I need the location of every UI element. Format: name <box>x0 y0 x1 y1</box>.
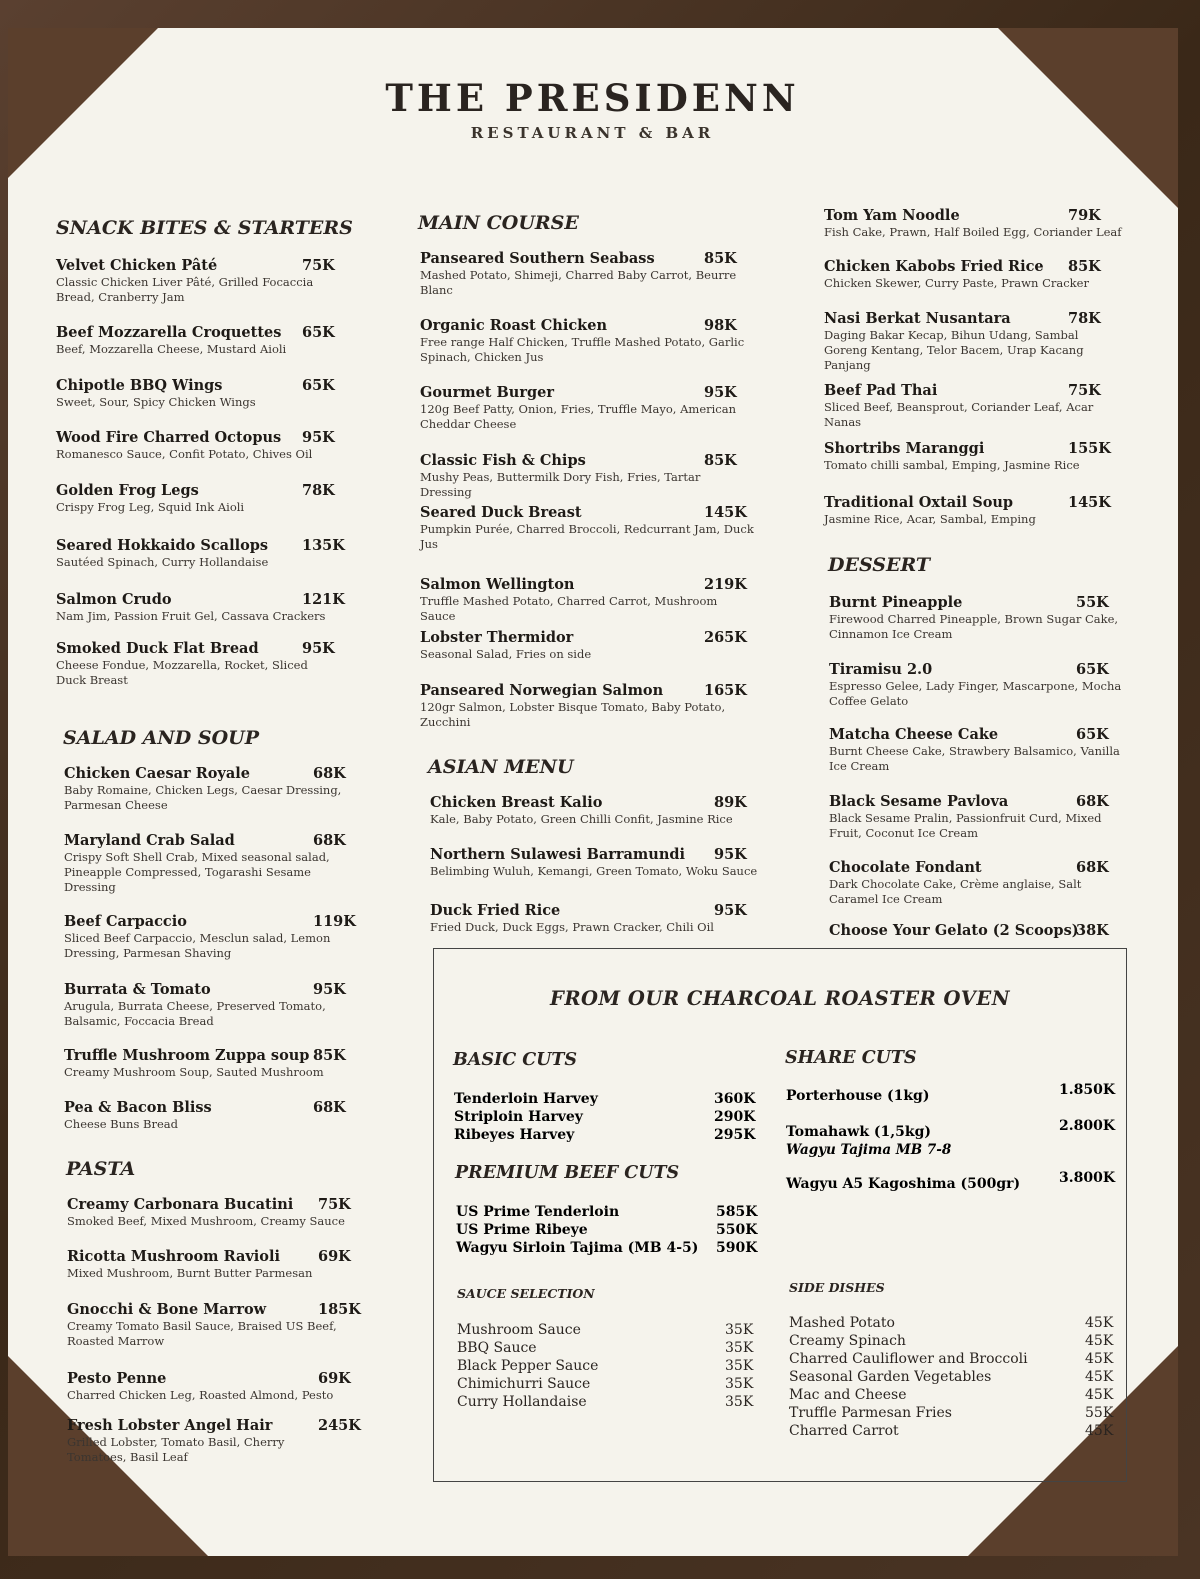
item-description: Crispy Soft Shell Crab, Mixed seasonal salad, Pineapple Compressed, Togarashi Sesame Dressing <box>64 850 330 894</box>
menu-item <box>829 662 1129 709</box>
item-description: Tomato chilli sambal, Emping, Jasmine Rice <box>824 458 1080 472</box>
basic-row <box>454 1108 756 1126</box>
row-name: Ribeyes Harvey <box>454 1127 575 1143</box>
sauce-row <box>457 1321 754 1339</box>
item-description: Sweet, Sour, Spicy Chicken Wings <box>56 395 256 409</box>
menu-item <box>829 860 1129 907</box>
item-name: Tom Yam Noodle <box>824 207 960 224</box>
row-name: US Prime Tenderloin <box>456 1204 620 1220</box>
item-name: Velvet Chicken Pâté <box>56 257 218 274</box>
item-price: 78K <box>1068 310 1101 327</box>
item-name: Maryland Crab Salad <box>64 832 235 849</box>
row-price: 550K <box>716 1222 758 1238</box>
row-name: Curry Hollandaise <box>457 1394 587 1410</box>
item-price: 85K <box>313 1047 346 1064</box>
row-price: 45K <box>1085 1423 1114 1439</box>
item-price: 65K <box>1076 726 1109 743</box>
item-price: 85K <box>704 452 737 469</box>
item-name: Lobster Thermidor <box>420 629 574 646</box>
menu-item <box>824 311 1124 373</box>
menu-item <box>824 259 1124 291</box>
menu-item <box>420 505 755 552</box>
menu-item <box>67 1248 351 1281</box>
item-description: Free range Half Chicken, Truffle Mashed Potato, Garlic Spinach, Chicken Jus <box>420 335 745 364</box>
menu-item <box>430 903 765 935</box>
menu-item <box>67 1417 361 1465</box>
item-price: 185K <box>318 1301 361 1318</box>
row-price: 35K <box>725 1394 754 1410</box>
menu-item <box>420 318 755 365</box>
menu-item <box>56 325 336 357</box>
item-description: Mixed Mushroom, Burnt Butter Parmesan <box>67 1266 313 1280</box>
item-name: Chicken Kabobs Fried Rice <box>824 258 1044 275</box>
menu-item <box>56 641 336 688</box>
item-description: Chicken Skewer, Curry Paste, Prawn Cracker <box>824 276 1089 290</box>
item-name: Truffle Mushroom Zuppa soup <box>64 1047 310 1064</box>
item-description: Firewood Charred Pineapple, Brown Sugar Cake, Cinnamon Ice Cream <box>829 612 1119 641</box>
premium-row <box>456 1239 758 1257</box>
basic-row <box>454 1090 756 1108</box>
sauce-row <box>457 1339 754 1357</box>
menu-item <box>824 208 1124 240</box>
row-price: 360K <box>714 1091 756 1107</box>
item-name: Gnocchi & Bone Marrow <box>67 1301 267 1318</box>
item-description: Fried Duck, Duck Eggs, Prawn Cracker, Chili Oil <box>430 920 714 934</box>
row-name: Seasonal Garden Vegetables <box>789 1369 992 1385</box>
share-row <box>786 1082 1116 1105</box>
item-name: Smoked Duck Flat Bread <box>56 640 259 657</box>
menu-item <box>430 795 765 827</box>
sides-row <box>789 1404 1114 1422</box>
menu-item <box>67 1196 351 1229</box>
row-price: 45K <box>1085 1387 1114 1403</box>
row-name: Mashed Potato <box>789 1315 895 1331</box>
row-price: 1.850K <box>1059 1082 1116 1098</box>
menu-item <box>64 982 344 1029</box>
item-name: Shortribs Maranggi <box>824 440 985 457</box>
subsection-sauce-selection: SAUCE SELECTION <box>457 1286 595 1301</box>
item-description: 120gr Salmon, Lobster Bisque Tomato, Baby Potato, Zucchini <box>420 700 726 729</box>
item-description: Sautéed Spinach, Curry Hollandaise <box>56 555 269 569</box>
menu-item <box>824 383 1124 430</box>
item-description: Kale, Baby Potato, Green Chilli Confit, Jasmine Rice <box>430 812 733 826</box>
item-description: Truffle Mashed Potato, Charred Carrot, Mushroom Sauce <box>420 594 718 623</box>
row-name: Porterhouse (1kg) <box>786 1088 930 1104</box>
row-price: 585K <box>716 1204 758 1220</box>
item-name: Chicken Caesar Royale <box>64 765 250 782</box>
item-price: 95K <box>313 981 346 998</box>
item-price: 65K <box>302 324 335 341</box>
item-description: Pumpkin Purée, Charred Broccoli, Redcurrant Jam, Duck Jus <box>420 522 754 551</box>
section-title-asian-menu: ASIAN MENU <box>428 756 574 778</box>
item-description: Sliced Beef, Beansprout, Coriander Leaf, Acar Nanas <box>824 400 1094 429</box>
item-description: Seasonal Salad, Fries on side <box>420 647 592 661</box>
row-price: 3.800K <box>1059 1170 1116 1186</box>
item-description: 120g Beef Patty, Onion, Fries, Truffle Mayo, American Cheddar Cheese <box>420 402 737 431</box>
item-price: 165K <box>704 682 747 699</box>
menu-item <box>64 766 344 813</box>
row-name: Charred Carrot <box>789 1423 899 1439</box>
item-name: Beef Carpaccio <box>64 913 187 930</box>
item-price: 68K <box>313 765 346 782</box>
row-name: Truffle Parmesan Fries <box>789 1405 952 1421</box>
item-price: 145K <box>1068 494 1111 511</box>
item-price: 85K <box>704 250 737 267</box>
row-name: Chimichurri Sauce <box>457 1376 591 1392</box>
row-price: 35K <box>725 1358 754 1374</box>
menu-item <box>56 483 336 515</box>
menu-item <box>829 595 1129 642</box>
subsection-share-cuts: SHARE CUTS <box>785 1048 917 1068</box>
item-price: 121K <box>302 591 345 608</box>
item-name: Salmon Wellington <box>420 576 575 593</box>
menu-item <box>420 630 755 662</box>
item-name: Chicken Breast Kalio <box>430 794 603 811</box>
item-description: Burnt Cheese Cake, Strawbery Balsamico, Vanilla Ice Cream <box>829 744 1120 773</box>
item-price: 95K <box>714 902 747 919</box>
subsection-side-dishes: SIDE DISHES <box>789 1280 885 1295</box>
row-price: 45K <box>1085 1351 1114 1367</box>
item-description: Fish Cake, Prawn, Half Boiled Egg, Coriander Leaf <box>824 225 1122 239</box>
item-name: Creamy Carbonara Bucatini <box>67 1196 294 1213</box>
item-name: Northern Sulawesi Barramundi <box>430 846 686 863</box>
menu-item <box>829 923 1129 939</box>
menu-item <box>67 1301 361 1349</box>
item-name: Beef Pad Thai <box>824 382 938 399</box>
item-price: 95K <box>714 846 747 863</box>
sauce-row <box>457 1393 754 1411</box>
subsection-premium-beef-cuts: PREMIUM BEEF CUTS <box>455 1163 680 1183</box>
row-name: Black Pepper Sauce <box>457 1358 599 1374</box>
item-name: Traditional Oxtail Soup <box>824 494 1014 511</box>
item-name: Burnt Pineapple <box>829 594 963 611</box>
item-name: Seared Duck Breast <box>420 504 582 521</box>
item-price: 79K <box>1068 207 1101 224</box>
row-price: 55K <box>1085 1405 1114 1421</box>
sides-row <box>789 1386 1114 1404</box>
item-price: 68K <box>313 1099 346 1116</box>
row-price: 45K <box>1085 1369 1114 1385</box>
item-name: Seared Hokkaido Scallops <box>56 537 269 554</box>
item-name: Black Sesame Pavlova <box>829 793 1009 810</box>
item-price: 98K <box>704 317 737 334</box>
item-description: Dark Chocolate Cake, Crème anglaise, Salt Caramel Ice Cream <box>829 877 1082 906</box>
menu-item <box>64 833 344 895</box>
premium-row <box>456 1203 758 1221</box>
subsection-basic-cuts: BASIC CUTS <box>453 1050 578 1070</box>
menu-item <box>56 537 345 570</box>
share-row <box>786 1170 1116 1193</box>
menu-item <box>64 1100 344 1132</box>
row-note: Wagyu Tajima MB 7-8 <box>786 1142 952 1158</box>
row-price: 590K <box>716 1240 758 1256</box>
item-name: Beef Mozzarella Croquettes <box>56 324 282 341</box>
menu-item <box>420 577 755 624</box>
sauce-row <box>457 1375 754 1393</box>
sides-row <box>789 1422 1114 1440</box>
item-description: Arugula, Burrata Cheese, Preserved Tomato, Balsamic, Foccacia Bread <box>64 999 326 1028</box>
share-row <box>786 1118 1116 1159</box>
item-price: 145K <box>704 504 747 521</box>
item-name: Classic Fish & Chips <box>420 452 586 469</box>
row-price: 2.800K <box>1059 1118 1116 1134</box>
menu-item <box>829 727 1129 774</box>
item-name: Gourmet Burger <box>420 384 554 401</box>
item-price: 38K <box>1076 922 1109 939</box>
section-title-salad: SALAD AND SOUP <box>63 727 259 749</box>
menu-item <box>420 251 755 298</box>
item-description: Jasmine Rice, Acar, Sambal, Emping <box>824 512 1036 526</box>
item-name: Duck Fried Rice <box>430 902 561 919</box>
item-description: Sliced Beef Carpaccio, Mesclun salad, Lemon Dressing, Parmesan Shaving <box>64 931 331 960</box>
row-price: 45K <box>1085 1315 1114 1331</box>
item-description: Creamy Mushroom Soup, Sauted Mushroom <box>64 1065 324 1079</box>
item-description: Daging Bakar Kecap, Bihun Udang, Sambal Goreng Kentang, Telor Bacem, Urap Kacang Panjang <box>824 328 1084 372</box>
item-price: 68K <box>313 832 346 849</box>
charcoal-roaster-panel <box>433 948 1127 1482</box>
item-description: Beef, Mozzarella Cheese, Mustard Aioli <box>56 342 287 356</box>
item-description: Cheese Buns Bread <box>64 1117 178 1131</box>
section-title-snacks: SNACK BITES & STARTERS <box>56 217 353 239</box>
item-name: Panseared Southern Seabass <box>420 250 655 267</box>
item-price: 265K <box>704 629 747 646</box>
row-name: BBQ Sauce <box>457 1340 537 1356</box>
restaurant-subtitle: RESTAURANT & BAR <box>470 124 715 142</box>
sauce-row <box>457 1357 754 1375</box>
row-name: Creamy Spinach <box>789 1333 906 1349</box>
item-price: 89K <box>714 794 747 811</box>
row-price: 290K <box>714 1109 756 1125</box>
item-price: 69K <box>318 1248 351 1265</box>
item-description: Black Sesame Pralin, Passionfruit Curd, Mixed Fruit, Coconut Ice Cream <box>829 811 1102 840</box>
row-name: Charred Cauliflower and Broccoli <box>789 1351 1028 1367</box>
menu-item <box>420 683 755 730</box>
menu-item <box>829 794 1129 841</box>
menu-item <box>67 1370 351 1403</box>
menu-item <box>64 913 356 961</box>
item-name: Fresh Lobster Angel Hair <box>67 1417 273 1434</box>
section-title-main-course: MAIN COURSE <box>418 212 579 234</box>
row-price: 35K <box>725 1340 754 1356</box>
item-description: Creamy Tomato Basil Sauce, Braised US Beef, Roasted Marrow <box>67 1319 337 1348</box>
item-name: Chocolate Fondant <box>829 859 982 876</box>
item-description: Smoked Beef, Mixed Mushroom, Creamy Sauce <box>67 1214 345 1228</box>
item-name: Matcha Cheese Cake <box>829 726 999 743</box>
item-price: 95K <box>302 640 335 657</box>
item-price: 68K <box>1076 859 1109 876</box>
menu-item <box>56 378 336 410</box>
row-name: Wagyu A5 Kagoshima (500gr) <box>786 1176 1021 1192</box>
menu-item <box>420 385 755 432</box>
section-title-pasta: PASTA <box>66 1158 136 1180</box>
item-name: Choose Your Gelato (2 Scoops) <box>829 922 1079 939</box>
item-description: Baby Romaine, Chicken Legs, Caesar Dressing, Parmesan Cheese <box>64 783 342 812</box>
item-price: 69K <box>318 1370 351 1387</box>
row-price: 45K <box>1085 1333 1114 1349</box>
item-price: 135K <box>302 537 345 554</box>
menu-item <box>56 258 336 305</box>
sides-row <box>789 1368 1114 1386</box>
menu-item <box>824 441 1124 473</box>
row-name: Striploin Harvey <box>454 1109 583 1125</box>
premium-row <box>456 1221 758 1239</box>
item-name: Golden Frog Legs <box>56 482 199 499</box>
item-description: Belimbing Wuluh, Kemangi, Green Tomato, Woku Sauce <box>430 864 758 878</box>
item-price: 85K <box>1068 258 1101 275</box>
row-price: 295K <box>714 1127 756 1143</box>
item-description: Mashed Potato, Shimeji, Charred Baby Carrot, Beurre Blanc <box>420 268 737 297</box>
item-name: Pesto Penne <box>67 1370 167 1387</box>
item-name: Burrata & Tomato <box>64 981 211 998</box>
item-price: 78K <box>302 482 335 499</box>
row-name: Tenderloin Harvey <box>454 1091 598 1107</box>
item-price: 65K <box>1076 661 1109 678</box>
sides-row <box>789 1332 1114 1350</box>
menu-item <box>420 453 755 500</box>
item-price: 65K <box>302 377 335 394</box>
item-price: 95K <box>302 429 335 446</box>
menu-item <box>64 1048 344 1080</box>
item-name: Organic Roast Chicken <box>420 317 607 334</box>
item-price: 245K <box>318 1417 361 1434</box>
item-price: 68K <box>1076 793 1109 810</box>
item-name: Wood Fire Charred Octopus <box>56 429 282 446</box>
item-description: Nam Jim, Passion Fruit Gel, Cassava Crackers <box>56 609 326 623</box>
item-description: Cheese Fondue, Mozzarella, Rocket, Sliced Duck Breast <box>56 658 308 687</box>
item-description: Romanesco Sauce, Confit Potato, Chives Oil <box>56 447 313 461</box>
menu-item <box>430 847 765 879</box>
sides-row <box>789 1314 1114 1332</box>
row-name: US Prime Ribeye <box>456 1222 588 1238</box>
row-name: Mac and Cheese <box>789 1387 907 1403</box>
item-description: Mushy Peas, Buttermilk Dory Fish, Fries, Tartar Dressing <box>420 470 701 499</box>
item-description: Charred Chicken Leg, Roasted Almond, Pesto <box>67 1388 334 1402</box>
item-description: Crispy Frog Leg, Squid Ink Aioli <box>56 500 245 514</box>
item-price: 155K <box>1068 440 1111 457</box>
item-price: 75K <box>1068 382 1101 399</box>
item-name: Nasi Berkat Nusantara <box>824 310 1011 327</box>
section-title-dessert: DESSERT <box>828 554 931 576</box>
row-name: Mushroom Sauce <box>457 1322 581 1338</box>
item-price: 219K <box>704 576 747 593</box>
row-price: 35K <box>725 1322 754 1338</box>
item-price: 95K <box>704 384 737 401</box>
basic-row <box>454 1126 756 1144</box>
row-name: Tomahawk (1,5kg) <box>786 1124 932 1140</box>
menu-item <box>824 495 1124 527</box>
item-description: Espresso Gelee, Lady Finger, Mascarpone, Mocha Coffee Gelato <box>829 679 1122 708</box>
item-name: Chipotle BBQ Wings <box>56 377 223 394</box>
item-description: Grilled Lobster, Tomato Basil, Cherry Tomatoes, Basil Leaf <box>67 1435 285 1464</box>
sides-row <box>789 1350 1114 1368</box>
row-price: 35K <box>725 1376 754 1392</box>
row-name: Wagyu Sirloin Tajima (MB 4-5) <box>456 1240 699 1256</box>
item-price: 75K <box>302 257 335 274</box>
restaurant-name: THE PRESIDENN <box>385 76 800 120</box>
menu-item <box>56 430 336 462</box>
item-name: Salmon Crudo <box>56 591 172 608</box>
item-name: Panseared Norwegian Salmon <box>420 682 664 699</box>
roaster-title: FROM OUR CHARCOAL ROASTER OVEN <box>549 987 1011 1010</box>
item-name: Ricotta Mushroom Ravioli <box>67 1248 280 1265</box>
menu-item <box>56 591 345 624</box>
item-price: 75K <box>318 1196 351 1213</box>
item-price: 119K <box>313 913 356 930</box>
item-name: Pea & Bacon Bliss <box>64 1099 212 1116</box>
item-description: Classic Chicken Liver Pâté, Grilled Focaccia Bread, Cranberry Jam <box>56 275 314 304</box>
item-name: Tiramisu 2.0 <box>829 661 933 678</box>
item-price: 55K <box>1076 594 1109 611</box>
